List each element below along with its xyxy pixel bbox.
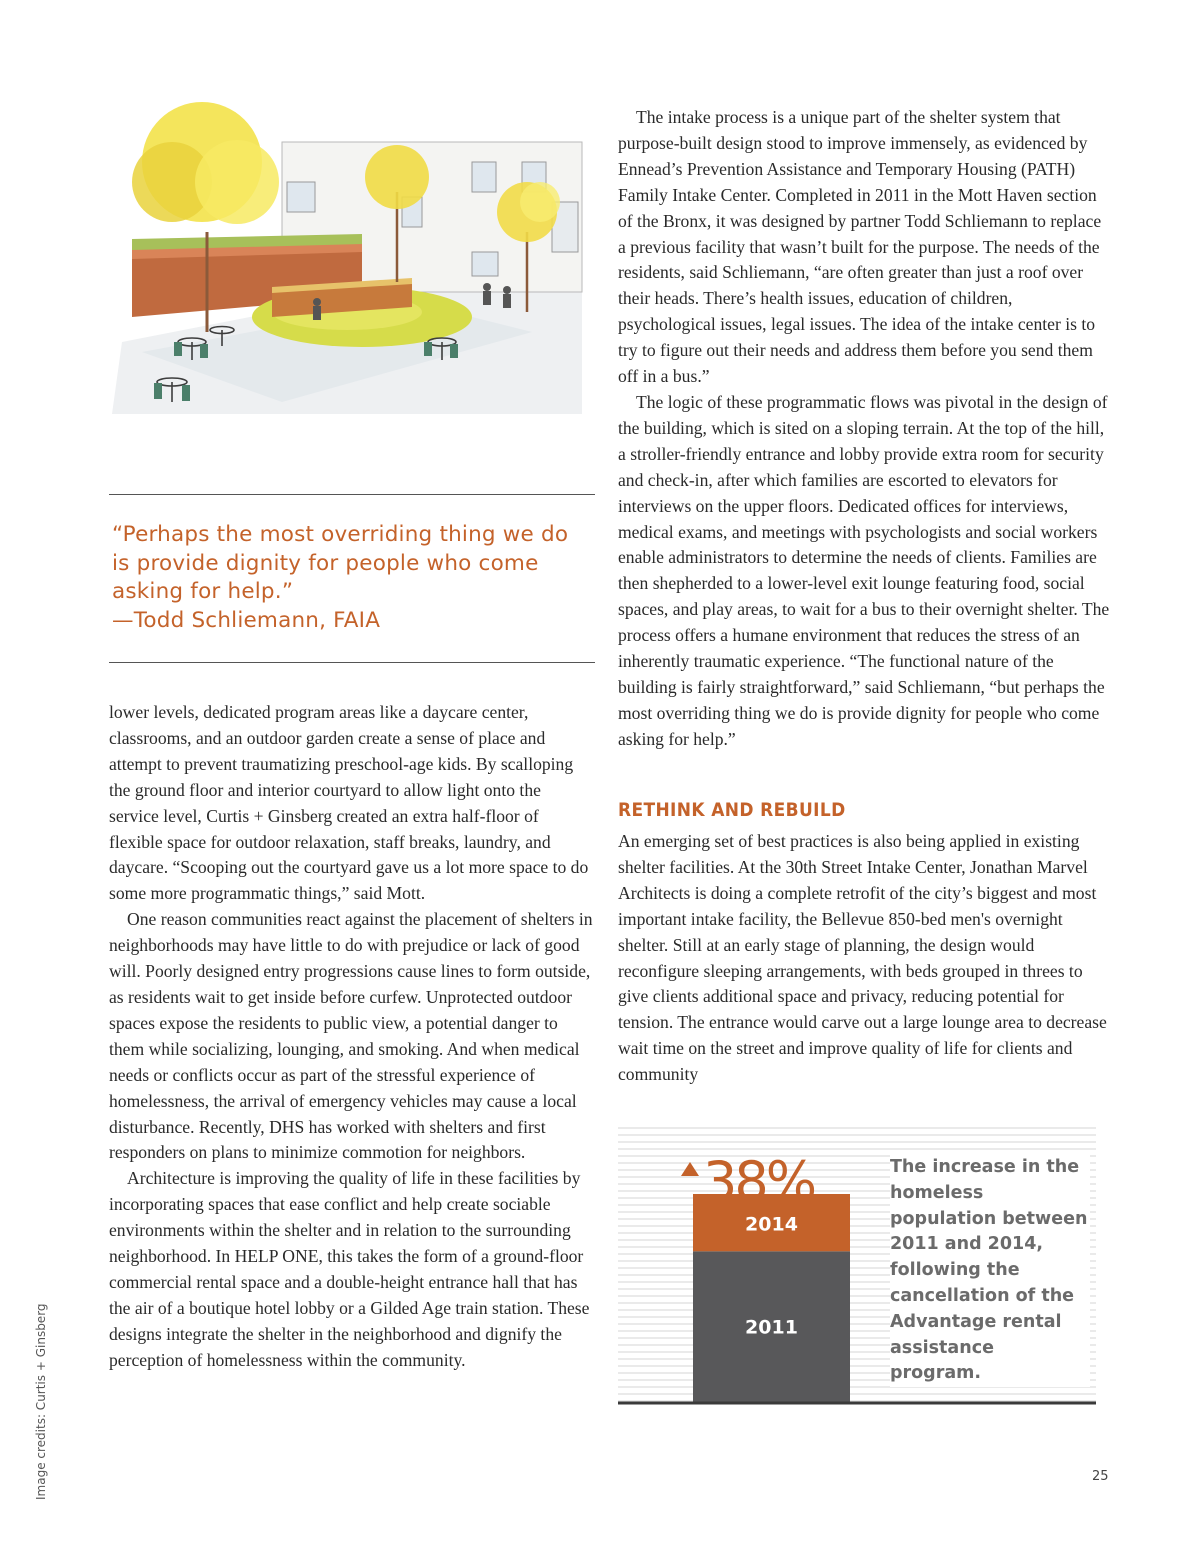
right-column [618, 105, 1110, 753]
quote-rule-bottom [109, 662, 595, 663]
increase-percent-label: 38% [703, 1150, 815, 1213]
left-paragraph-3: Architecture is improving the quality of life in these facilities by incorporating spaces that ease conflict and help create sociable environments within the shelter and in relation to the surrounding neighborhood. In HELP ONE, this takes the form of a ground-floor commercial rental space and a double-height entrance hall that has the air of a boutique hotel lobby or a Gilded Age train station. These designs integrate the shelter in the neighborhood and dignify the perception of homelessness within the community. [109, 1168, 590, 1370]
bar-label-2011: 2011 [745, 1316, 798, 1339]
left-paragraph-2: One reason communities react against the placement of shelters in neighborhoods may have little to do with prejudice or lack of good will. Poorly designed entry progressions cause lines to form outside, as residents wait to get inside before curfew. Unprotected outdoor spaces expose the residents to public view, a potential danger to them while socializing, lounging, and smoking. And when medical needs or conflicts occur as part of the stressful experience of homelessness, the arrival of emergency vehicles may cause a local disturbance. Recently, DHS has worked with shelters and first responders on plans to minimize commotion for neighbors. [109, 909, 593, 1163]
pull-quote-attribution: —Todd Schliemann, FAIA [112, 607, 381, 633]
increase-arrow-icon [681, 1162, 699, 1176]
page-number: 25 [1092, 1469, 1109, 1484]
bar-label-2014: 2014 [745, 1213, 798, 1236]
right-paragraph-3: An emerging set of best practices is also being applied in existing shelter facilities. At the 30th Street Intake Center, Jonathan Marvel Architects is doing a complete retrofit of the city’s biggest and most important intake facility, the Bellevue 850-bed men's overnight shelter. Still at an early stage of planning, the design would reconfigure sleeping arrangements, with beds grouped in threes to give clients additional space and privacy, reducing potential for tension. The entrance would carve out a large lounge area to decrease wait time on the street and improve quality of life for clients and community [618, 831, 1107, 1085]
right-paragraph-2: The logic of these programmatic flows was pivotal in the design of the building, which is sited on a sloping terrain. At the top of the hill, a stroller-friendly entrance and lobby provide extra room for security and check-in, after which families are escorted to elevators for interviews on the upper floors. Dedicated offices for interviews, medical exams, and meetings with psychologists and social workers enable administrators to determine the needs of clients. Families are then shepherded to a lower-level exit lounge featuring food, social spaces, and play areas, to wait for a bus to their overnight shelter. The process offers a humane environment that reduces the stress of an inherently traumatic experience. “The functional nature of the building is fairly straightforward,” said Schliemann, “but perhaps the most overriding thing we do is provide dignity for people who come asking for help.” [618, 391, 1110, 749]
courtyard-illustration [112, 102, 587, 414]
left-column [109, 700, 595, 1374]
section-heading: RETHINK AND REBUILD [618, 800, 846, 821]
right-paragraph-1: The intake process is a unique part of the shelter system that purpose-built design stood to improve immensely, as evidenced by Ennead’s Prevention Assistance and Temporary Housing (PATH) Family Intake Center. Completed in 2011 in the Mott Haven section of the Bronx, it was designed by partner Todd Schliemann to replace a previous facility that wasn’t built for the purpose. The needs of the residents, said Schliemann, “are often greater than just a roof over their heads. There’s health issues, education of children, psychological issues, legal issues. The idea of the intake center is to try to figure out their needs and address them before you send them off in a bus.” [618, 107, 1102, 387]
pull-quote [112, 521, 582, 635]
pull-quote-text: “Perhaps the most overriding thing we do is provide dignity for people who come asking for help.” [112, 522, 569, 604]
left-paragraph-1: lower levels, dedicated program areas like a daycare center, classrooms, and an outdoor garden create a sense of place and attempt to prevent traumatizing preschool-age kids. By scalloping the ground floor and interior courtyard to allow light onto the service level, Curtis + Ginsberg created an extra half-floor of flexible space for outdoor relaxation, staff breaks, laundry, and daycare. “Scooping out the courtyard gave us a lot more space to do some more programmatic things,” said Mott. [109, 702, 589, 904]
right-column-continued [618, 829, 1110, 1088]
image-credit: Image credits: Curtis + Ginsberg [34, 1303, 48, 1500]
chart-caption: The increase in the homeless population between 2011 and 2014, following the cancellation of the Advantage rental assistance program. [890, 1155, 1090, 1387]
quote-rule-top [109, 494, 595, 495]
